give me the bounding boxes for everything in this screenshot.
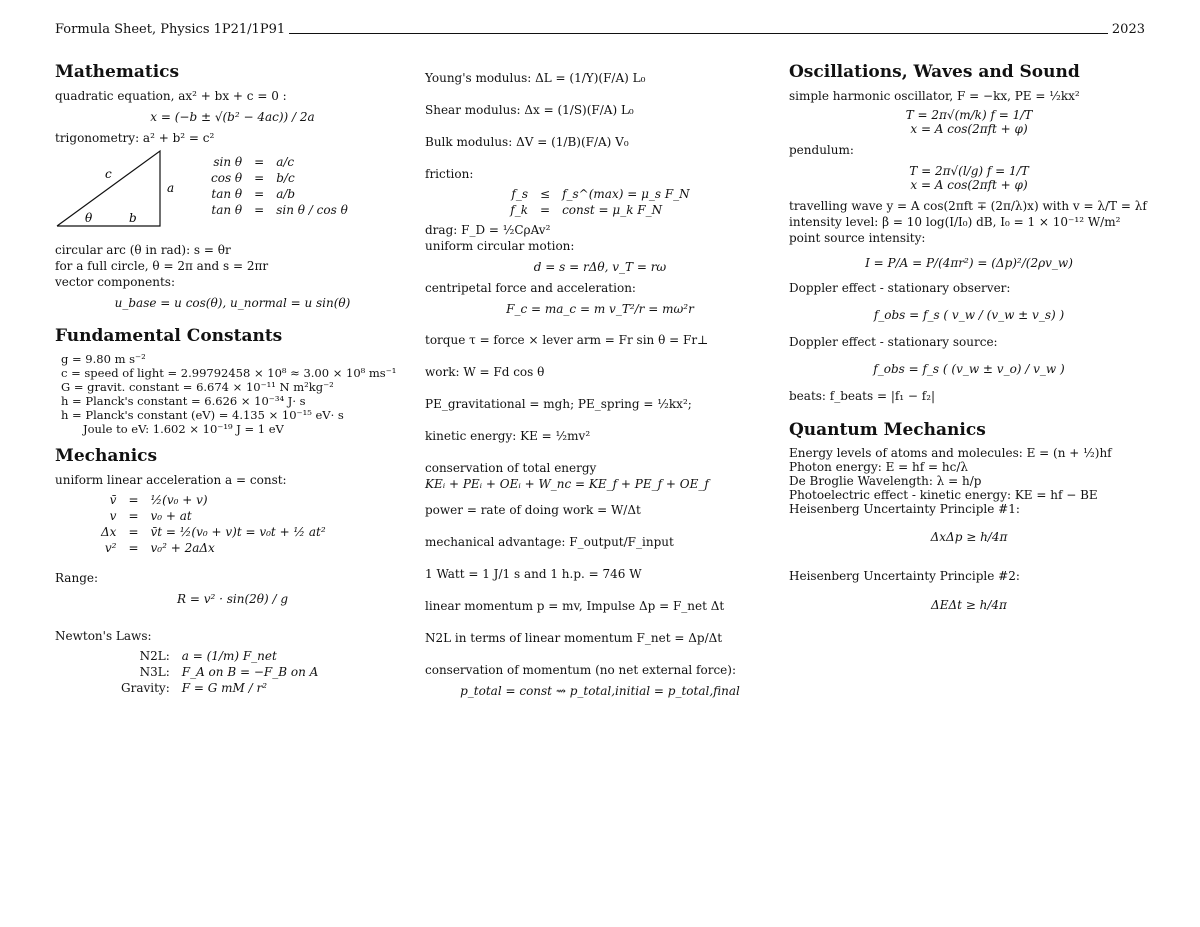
mechanical-advantage: mechanical advantage: F_output/F_input: [425, 535, 674, 549]
triangle-label-c: c: [105, 167, 112, 181]
full-circle-text: for a full circle, θ = 2π and s = 2πr: [55, 259, 269, 273]
quantum-line: Photon energy: E = hf = hc/λ: [789, 460, 968, 474]
page-header: [55, 22, 1145, 40]
doppler-source-label: Doppler effect - stationary source:: [789, 335, 998, 349]
heisenberg-2-label: Heisenberg Uncertainty Principle #2:: [789, 569, 1020, 583]
doppler-observer-formula: f_obs = f_s ( v_w / (v_w ± v_s) ): [873, 308, 1065, 322]
range-formula: R = v² · sin(2θ) / g: [176, 592, 289, 606]
shear-modulus: Shear modulus: Δx = (1/S)(F/A) L₀: [425, 103, 634, 117]
circular-motion-formula: d = s = rΔθ, v_T = rω: [533, 260, 667, 274]
intensity-level: intensity level: β = 10 log(I/I₀) dB, I₀ = 1 × 10⁻¹² W/m²: [789, 215, 1121, 229]
youngs-modulus: Young's modulus: ΔL = (1/Y)(F/A) L₀: [425, 71, 646, 85]
constant-item: c = speed of light = 2.99792458 × 10⁸ ≈ 3.00 × 10⁸ ms⁻¹: [61, 366, 397, 380]
bulk-modulus: Bulk modulus: ΔV = (1/B)(F/A) V₀: [425, 135, 629, 149]
kinematics-equations: v̄ = ½(v₀ + v) v = v₀ + at Δx = v̄t = ½(v₀ + v)t = v₀t + ½ at² v² = v₀² + 2aΔx: [101, 493, 326, 555]
doppler-observer-label: Doppler effect - stationary observer:: [789, 281, 1011, 295]
triangle-label-b: b: [129, 211, 137, 225]
pendulum-label: pendulum:: [789, 143, 854, 157]
circular-arc-text: circular arc (θ in rad): s = θr: [55, 243, 231, 257]
heisenberg-2-formula: ΔEΔt ≥ h/4π: [931, 598, 1007, 612]
header-year: 2023: [1108, 22, 1145, 37]
triangle-label-theta: θ: [85, 211, 93, 225]
constant-item: h = Planck's constant = 6.626 × 10⁻³⁴ J· s: [61, 394, 306, 408]
centripetal-label: centripetal force and acceleration:: [425, 281, 636, 295]
n2l-momentum: N2L in terms of linear momentum F_net = Δp/Δt: [425, 631, 723, 645]
momentum-conservation-label: conservation of momentum (no net external force):: [425, 663, 736, 677]
section-title-mathematics: Mathematics: [55, 62, 180, 82]
column-1: [55, 62, 410, 700]
point-source-label: point source intensity:: [789, 231, 926, 245]
constants-list: [55, 352, 410, 436]
sho-period: T = 2π√(m/k) f = 1/T: [905, 108, 1033, 122]
heisenberg-1-formula: ΔxΔp ≥ h/4π: [930, 530, 1008, 544]
power-formula: power = rate of doing work = W/Δt: [425, 503, 641, 517]
pendulum-position: x = A cos(2πft + φ): [910, 178, 1028, 192]
circular-motion-label: uniform circular motion:: [425, 239, 575, 253]
travelling-wave: travelling wave y = A cos(2πft ∓ (2π/λ)x) with v = λ/T = λf: [789, 199, 1147, 213]
trig-identities: sin θ = a/c cos θ = b/c tan θ = a/b tan θ = sin θ / cos θ: [211, 155, 348, 217]
drag-formula: drag: F_D = ½CρAv²: [425, 223, 551, 237]
friction-label: friction:: [425, 167, 474, 181]
constant-item: h = Planck's constant (eV) = 4.135 × 10⁻¹⁵ eV· s: [61, 408, 344, 422]
vector-label: vector components:: [55, 275, 176, 289]
friction-equations: f_s ≤ f_s^(max) = μ_s F_N f_k = const = μ_k F_N: [510, 187, 690, 217]
momentum-conservation-formula: p_total = const ⇝ p_total,initial = p_total,final: [460, 684, 740, 698]
uniform-accel-label: uniform linear acceleration a = const:: [55, 473, 287, 487]
section-title-mechanics: Mechanics: [55, 446, 158, 466]
trig-label: trigonometry: a² + b² = c²: [55, 131, 215, 145]
section-title-quantum: Quantum Mechanics: [789, 420, 986, 440]
sho-position: x = A cos(2πft + φ): [910, 122, 1028, 136]
centripetal-formula: F_c = ma_c = m v_T²/r = mω²r: [506, 302, 694, 316]
quantum-line: De Broglie Wavelength: λ = h/p: [789, 474, 982, 488]
torque-formula: torque τ = force × lever arm = Fr sin θ = Fr⊥: [425, 333, 709, 347]
linear-momentum: linear momentum p = mv, Impulse Δp = F_net Δt: [425, 599, 725, 613]
column-3: [789, 62, 1149, 626]
section-title-constants: Fundamental Constants: [55, 326, 283, 346]
quadratic-label: quadratic equation, ax² + bx + c = 0 :: [55, 89, 287, 103]
quadratic-formula: x = (−b ± √(b² − 4ac)) / 2a: [150, 110, 315, 124]
doppler-source-formula: f_obs = f_s ( (v_w ± v_o) / v_w ): [873, 362, 1065, 376]
right-triangle-diagram: [55, 146, 195, 242]
energy-conservation-label: conservation of total energy: [425, 461, 597, 475]
triangle-label-a: a: [167, 181, 175, 195]
vector-formula: u_base = u cos(θ), u_normal = u sin(θ): [114, 296, 351, 310]
quantum-line: Heisenberg Uncertainty Principle #1:: [789, 502, 1020, 516]
section-title-oscillations: Oscillations, Waves and Sound: [789, 62, 1080, 82]
constant-item: G = gravit. constant = 6.674 × 10⁻¹¹ N m²kg⁻²: [61, 380, 334, 394]
trig-block: [55, 146, 410, 242]
sho-label: simple harmonic oscillator, F = −kx, PE = ½kx²: [789, 89, 1080, 103]
quantum-line: Photoelectric effect - kinetic energy: KE = hf − BE: [789, 488, 1098, 502]
potential-energy-formula: PE_gravitational = mgh; PE_spring = ½kx²;: [425, 397, 692, 411]
constant-item: Joule to eV: 1.602 × 10⁻¹⁹ J = 1 eV: [83, 422, 284, 436]
header-title: Formula Sheet, Physics 1P21/1P91: [55, 22, 289, 37]
kinetic-energy-formula: kinetic energy: KE = ½mv²: [425, 429, 591, 443]
column-2: [425, 70, 775, 704]
watt-definition: 1 Watt = 1 J/1 s and 1 h.p. = 746 W: [425, 567, 642, 581]
pendulum-period: T = 2π√(l/g) f = 1/T: [909, 164, 1029, 178]
work-formula: work: W = Fd cos θ: [425, 365, 545, 379]
quantum-line: Energy levels of atoms and molecules: E = (n + ½)hf: [789, 446, 1112, 460]
newton-label: Newton's Laws:: [55, 629, 152, 643]
point-source-formula: I = P/A = P/(4πr²) = (Δp)²/(2ρv_w): [865, 256, 1073, 270]
newton-laws: N2L: a = (1/m) F_net N3L: F_A on B = −F_B on A Gravity: F = G mM / r²: [121, 649, 319, 695]
beats-formula: beats: f_beats = |f₁ − f₂|: [789, 389, 936, 403]
range-label: Range:: [55, 571, 99, 585]
energy-conservation-formula: KEᵢ + PEᵢ + OEᵢ + W_nc = KE_f + PE_f + OE_f: [425, 477, 709, 491]
constant-item: g = 9.80 m s⁻²: [61, 352, 146, 366]
